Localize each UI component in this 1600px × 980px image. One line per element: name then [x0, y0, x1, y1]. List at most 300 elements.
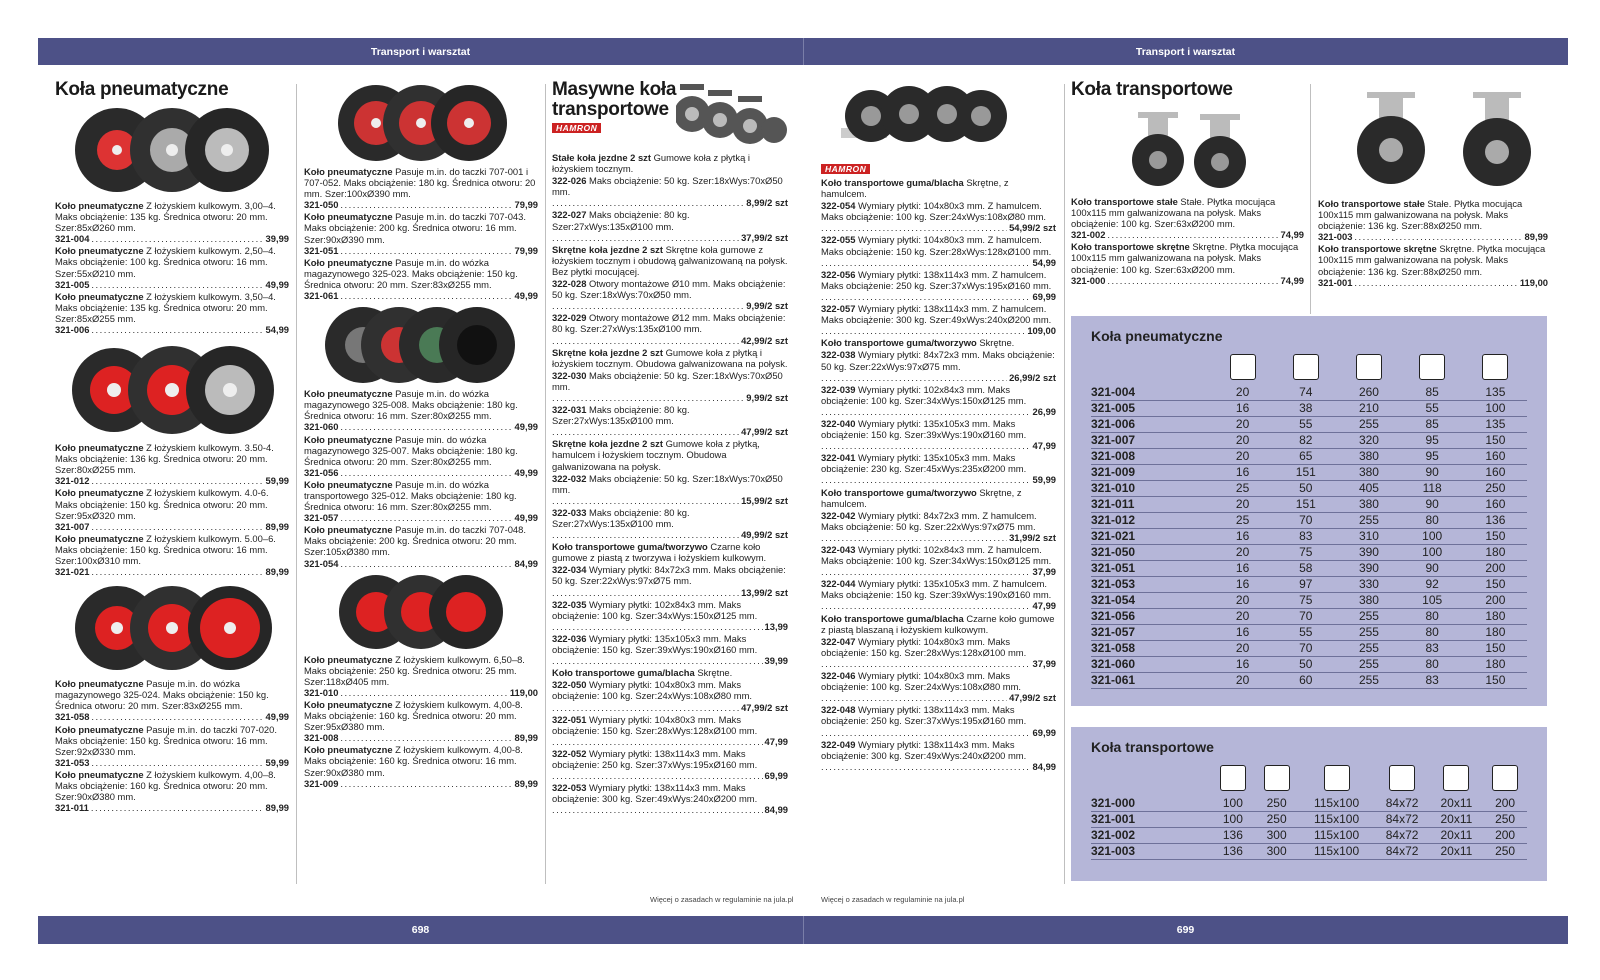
price: 9,99/2 szt	[746, 300, 788, 312]
product-description: Z łożyskiem kulkowym. 4,00–8. Maks obciążenie: 160 kg. Średnica otworu: 20 mm. Szer:90xØ380 mm.	[55, 768, 276, 803]
article-number: 322-044	[821, 578, 856, 590]
price: 49,99	[514, 466, 538, 478]
variant-description: Maks obciążenie: 80 kg. Szer:27xWys:135xØ100 mm.	[552, 209, 690, 232]
article-number: 322-043	[821, 544, 856, 556]
table-cell: 90	[1401, 497, 1464, 513]
price-line	[304, 778, 538, 789]
article-number: 321-005	[55, 278, 90, 290]
table-cell: 20x11	[1430, 844, 1484, 860]
page-number-right: 699	[1176, 924, 1195, 936]
table-cell: 70	[1274, 513, 1337, 529]
price-line	[821, 761, 1056, 772]
table-cell: 180	[1464, 609, 1527, 625]
product-description: Z łożyskiem kulkowym. 4.0-6. Maks obciążenie: 150 kg. Średnica otworu: 20 mm. Szer:95xØ320 mm.	[55, 487, 269, 521]
table-row	[1091, 577, 1527, 593]
product-item	[304, 434, 538, 478]
variant-item	[552, 473, 788, 506]
table-row	[1091, 497, 1527, 513]
price-line	[821, 600, 1056, 611]
variant-desc	[552, 507, 788, 529]
row-code-cell: 321-009	[1091, 465, 1211, 481]
table-cell: 20x11	[1430, 828, 1484, 844]
table-cell: 160	[1464, 497, 1527, 513]
variant-description: Wymiary płytki: 84x72x3 mm. Z hamulcem. Maks obciążenie: 50 kg. Szer:22xWys:97xØ75 mm.	[821, 509, 1037, 532]
product-name: Koło pneumatyczne	[304, 166, 393, 177]
leader-dots	[821, 566, 1031, 577]
section-title-line1: Masywne koła	[552, 79, 677, 100]
spec-table-pneumatic	[1071, 316, 1547, 706]
group-description: Czarne koło gumowe z piastą z tworzywa i łożyskiem kulkowym.	[552, 541, 767, 564]
price: 37,99	[1032, 566, 1056, 578]
price-line	[821, 222, 1056, 233]
table-cell: 20	[1211, 673, 1274, 689]
variant-desc	[552, 748, 788, 770]
hole-size-icon	[1443, 765, 1469, 791]
variant-description: Maks obciążenie: 50 kg. Szer:18xWys:70xØ50 mm.	[552, 175, 783, 198]
variant-description: Wymiary płytki: 135x105x3 mm. Z hamulcem. Maks obciążenie: 150 kg. Szer:39xWys:190xØ160 mm.	[821, 578, 1052, 601]
product-list	[552, 152, 788, 815]
article-number: 322-046	[821, 670, 856, 682]
article-number: 322-055	[821, 234, 856, 246]
table-cell: 80	[1401, 657, 1464, 673]
product-name: Koło pneumatyczne	[55, 768, 144, 780]
product-desc	[304, 388, 538, 421]
table-cell: 210	[1337, 401, 1400, 417]
product-description: Pasuje m.in. do wózka transportowego 325-012. Maks obciążenie: 180 kg. Średnica otworu: 16 mm. Szer:80xØ255 mm.	[304, 478, 517, 513]
variant-desc	[821, 418, 1056, 440]
product-desc	[304, 434, 538, 467]
product-description: Pasuje m.in. do wózka magazynowego 325-023. Maks obciążenie: 150 kg. Średnica otworu: 20 mm. Szer:83xØ255 mm.	[304, 256, 518, 290]
price: 84,99	[514, 557, 538, 569]
product-item	[55, 724, 289, 768]
table-cell: 100	[1401, 545, 1464, 561]
spec-table-transport	[1071, 727, 1547, 881]
leader-dots	[552, 495, 739, 506]
table-cell: 97	[1274, 577, 1337, 593]
product-desc	[1318, 243, 1548, 276]
price: 69,99	[1032, 726, 1056, 738]
price-line	[552, 804, 788, 815]
leader-dots	[1107, 229, 1278, 240]
product-list	[1071, 196, 1304, 286]
group-name: Koło transportowe guma/blacha	[552, 667, 695, 679]
header-cell	[1375, 764, 1430, 796]
header-cell	[1464, 353, 1527, 385]
variant-item	[552, 312, 788, 345]
variant-item	[552, 370, 788, 403]
table-cell: 320	[1337, 433, 1400, 449]
price-line	[552, 392, 788, 403]
leader-dots	[821, 474, 1031, 485]
variant-description: Otwory montażowe Ø10 mm. Maks obciążenie: 50 kg. Szer:18xWys:70xØ50 mm.	[552, 278, 786, 301]
table-cell: 160	[1464, 465, 1527, 481]
product-description: Skrętne. Płytka mocująca 100x115 mm galwanizowana na połysk. Maks obciążenie: 136 kg. Szer:88xØ250 mm.	[1318, 243, 1546, 277]
table-cell: 150	[1464, 673, 1527, 689]
variant-item	[821, 670, 1056, 703]
leader-dots	[552, 770, 763, 781]
variant-description: Wymiary płytki: 138x114x3 mm. Z hamulcem. Maks obciążenie: 250 kg. Szer:37xWys:195xØ160 mm.	[821, 268, 1052, 291]
variant-description: Wymiary płytki: 104x80x3 mm. Z hamulcem. Maks obciążenie: 150 kg. Szer:28xWys:128xØ100 mm.	[821, 234, 1052, 257]
table-cell: 16	[1211, 465, 1274, 481]
product-description: Z łożyskiem kulkowym. 5.00–6. Maks obciążenie: 150 kg. Średnica otworu: 16 mm. Szer:100xØ310 mm.	[55, 532, 276, 566]
group-name: Skrętne koła jezdne 2 szt	[552, 346, 663, 358]
table-cell: 38	[1274, 401, 1337, 417]
product-item	[304, 257, 538, 301]
article-number: 322-028	[552, 278, 587, 290]
price-line	[55, 802, 289, 813]
product-item	[55, 291, 289, 335]
article-number: 321-053	[55, 756, 90, 768]
article-number: 321-054	[304, 557, 339, 569]
column-divider	[545, 84, 546, 884]
product-item	[304, 524, 538, 568]
variant-item	[552, 209, 788, 242]
table-cell: 65	[1274, 449, 1337, 465]
price: 69,99	[1032, 290, 1056, 302]
price-line	[552, 736, 788, 747]
table-row	[1091, 641, 1527, 657]
price-line	[1071, 229, 1304, 240]
price-line	[821, 474, 1056, 485]
product-item	[55, 487, 289, 531]
leader-dots	[552, 587, 739, 598]
product-name: Koło transportowe stałe	[1071, 195, 1178, 207]
price-line	[55, 711, 289, 722]
product-desc	[304, 166, 538, 199]
variant-desc	[821, 269, 1056, 291]
spec-table	[1091, 764, 1527, 861]
row-code-cell: 321-057	[1091, 625, 1211, 641]
group-heading	[552, 438, 788, 471]
table-cell: 55	[1274, 417, 1337, 433]
leader-dots	[552, 392, 744, 403]
table-cell: 255	[1337, 641, 1400, 657]
price-line	[304, 512, 538, 523]
leader-dots	[821, 291, 1031, 302]
table-row	[1091, 673, 1527, 689]
section-header-right: Transport i warsztat	[1135, 46, 1236, 58]
article-number: 322-035	[552, 598, 587, 610]
price-line	[552, 655, 788, 666]
table-header-row	[1091, 353, 1527, 385]
article-number: 321-000	[1071, 274, 1106, 286]
table-cell: 160	[1464, 449, 1527, 465]
row-code-cell: 321-050	[1091, 545, 1211, 561]
variant-desc	[821, 739, 1056, 761]
table-cell: 70	[1274, 609, 1337, 625]
product-desc	[55, 724, 289, 757]
table-cell: 118	[1401, 481, 1464, 497]
product-desc	[55, 245, 289, 278]
wheel-diameter-icon	[1356, 354, 1382, 380]
variant-item	[552, 599, 788, 632]
variant-desc	[821, 636, 1056, 658]
table-cell: 200	[1464, 561, 1527, 577]
group-heading	[821, 177, 1056, 199]
top-header-bar	[38, 38, 1568, 65]
table-row	[1091, 545, 1527, 561]
table-cell: 300	[1255, 828, 1299, 844]
price: 54,99	[1032, 256, 1056, 268]
leader-dots	[552, 736, 763, 747]
table-cell: 55	[1401, 401, 1464, 417]
table-cell: 105	[1401, 593, 1464, 609]
price: 54,99	[265, 323, 289, 335]
price: 89,99	[265, 520, 289, 532]
table-cell: 180	[1464, 625, 1527, 641]
table-row	[1091, 828, 1527, 844]
variant-description: Wymiary płytki: 135x105x3 mm. Maks obciążenie: 150 kg. Szer:39xWys:190xØ160 mm.	[552, 632, 758, 656]
row-code-cell: 321-001	[1091, 812, 1211, 828]
price: 47,99	[764, 735, 788, 747]
row-code-cell: 321-008	[1091, 449, 1211, 465]
table-cell: 82	[1274, 433, 1337, 449]
product-description: Z łożyskiem kulkowym. 3,00–4. Maks obciążenie: 135 kg. Średnica otworu: 20 mm. Szer:85xØ260 mm.	[55, 199, 276, 234]
table-cell: 70	[1274, 641, 1337, 657]
row-code-cell: 321-056	[1091, 609, 1211, 625]
price: 59,99	[1032, 474, 1056, 486]
column-divider	[296, 84, 297, 884]
group-name: Stałe koła jezdne 2 szt	[552, 152, 651, 163]
hole-spacing-icon	[1389, 765, 1415, 791]
price-line	[304, 467, 538, 478]
table-cell: 405	[1337, 481, 1400, 497]
product-description: Z łożyskiem kulkowym. 3.50-4. Maks obciążenie: 136 kg. Średnica otworu: 20 mm. Szer:80xØ255 mm.	[55, 442, 274, 476]
product-description: Pasuje m.in. do taczki 707-020. Maks obciążenie: 150 kg. Średnica otworu: 16 mm. Szer:92xØ330 mm.	[55, 723, 277, 757]
table-cell: 180	[1464, 545, 1527, 561]
variant-item	[552, 633, 788, 666]
product-item	[304, 479, 538, 523]
table-cell: 255	[1337, 417, 1400, 433]
wheel-image	[304, 80, 538, 166]
price-line	[821, 727, 1056, 738]
product-description: Z łożyskiem kulkowym. 2,50–4. Maks obciążenie: 100 kg. Średnica otworu: 16 mm. Szer:55xØ210 mm.	[55, 245, 276, 279]
price: 89,99	[1524, 231, 1548, 243]
variant-desc	[552, 312, 788, 334]
table-cell: 75	[1274, 545, 1337, 561]
group-description: Gumowe koła z płytką i łożyskiem tocznym. Obudowa galwanizowana na połysk.	[552, 346, 788, 369]
article-number: 322-033	[552, 506, 587, 518]
variant-item	[821, 418, 1056, 451]
product-name: Koło transportowe skrętne	[1318, 243, 1437, 255]
price-line	[304, 245, 538, 256]
product-name: Koło pneumatyczne	[55, 245, 144, 257]
product-desc	[55, 769, 289, 802]
variant-description: Wymiary płytki: 102x84x3 mm. Maks obciążenie: 100 kg. Szer:34xWys:150xØ125 mm.	[552, 598, 758, 621]
price: 26,99/2 szt	[1009, 371, 1056, 383]
variant-item	[552, 714, 788, 747]
leader-dots	[340, 558, 512, 569]
price: 47,99/2 szt	[1009, 692, 1056, 704]
table-cell: 100	[1464, 401, 1527, 417]
article-number: 322-052	[552, 747, 587, 759]
price: 89,99	[265, 802, 289, 814]
leader-dots	[821, 727, 1031, 738]
table-cell: 20	[1211, 497, 1274, 513]
variant-desc	[821, 303, 1056, 325]
leader-dots	[821, 222, 1007, 233]
article-number: 322-056	[821, 268, 856, 280]
price-line	[55, 757, 289, 768]
row-code-cell: 321-003	[1091, 844, 1211, 860]
article-number: 321-004	[55, 233, 90, 245]
table-cell: 151	[1274, 497, 1337, 513]
table-cell: 74	[1274, 385, 1337, 401]
table-cell: 151	[1274, 465, 1337, 481]
price-line	[821, 532, 1056, 543]
leader-dots	[340, 199, 512, 210]
product-item	[304, 166, 538, 210]
price-line	[821, 566, 1056, 577]
variant-item	[821, 544, 1056, 577]
product-desc	[55, 291, 289, 324]
variant-item	[552, 507, 788, 540]
blank-header-cell	[1091, 764, 1211, 796]
table-cell: 20	[1211, 433, 1274, 449]
variant-item	[821, 636, 1056, 669]
table-cell: 80	[1401, 625, 1464, 641]
table-cell: 115x100	[1299, 812, 1375, 828]
variant-description: Wymiary płytki: 102x84x3 mm. Maks obciążenie: 100 kg. Szer:34xWys:150xØ125 mm.	[821, 383, 1027, 406]
price: 74,99	[1280, 229, 1304, 241]
price-line	[304, 199, 538, 210]
leader-dots	[821, 692, 1007, 703]
wheel-image	[55, 337, 289, 442]
leader-dots	[1354, 231, 1522, 242]
price: 109,00	[1027, 325, 1056, 337]
table-cell: 250	[1255, 812, 1299, 828]
variant-description: Maks obciążenie: 50 kg. Szer:18xWys:70xØ50 mm.	[552, 369, 783, 392]
price-line	[821, 440, 1056, 451]
article-number: 322-041	[821, 452, 856, 464]
product-item	[1071, 196, 1304, 240]
article-number: 322-057	[821, 303, 856, 315]
table-cell: 85	[1401, 385, 1464, 401]
variant-description: Wymiary płytki: 84x72x3 mm. Maks obciążenie: 50 kg. Szer:22xWys:97xØ75 mm.	[821, 349, 1055, 372]
price-line	[55, 521, 289, 532]
article-number: 321-057	[304, 512, 339, 524]
product-list	[1318, 198, 1548, 288]
article-number: 321-058	[55, 711, 90, 723]
plate-size-icon	[1324, 765, 1350, 791]
price: 74,99	[1280, 274, 1304, 286]
table-cell: 250	[1483, 844, 1527, 860]
price-line	[304, 558, 538, 569]
table-cell: 150	[1464, 529, 1527, 545]
table-cell: 83	[1274, 529, 1337, 545]
leader-dots	[340, 467, 512, 478]
variant-desc	[552, 473, 788, 495]
price: 42,99/2 szt	[741, 334, 788, 346]
price-line	[552, 335, 788, 346]
group-name: Koło transportowe guma/tworzywo	[821, 337, 977, 349]
product-desc	[55, 442, 289, 475]
product-name: Koło pneumatyczne	[55, 290, 144, 302]
variant-item	[552, 679, 788, 712]
product-list	[55, 200, 289, 335]
variant-desc	[552, 782, 788, 804]
price-line	[552, 495, 788, 506]
article-number: 322-027	[552, 209, 587, 221]
variant-desc	[552, 714, 788, 736]
group-heading	[552, 347, 788, 369]
article-number: 321-021	[55, 566, 90, 578]
table-cell: 100	[1401, 529, 1464, 545]
price-line	[821, 257, 1056, 268]
table-cell: 180	[1464, 657, 1527, 673]
price-line	[821, 406, 1056, 417]
row-code-cell: 321-012	[1091, 513, 1211, 529]
leader-dots	[1107, 275, 1278, 286]
variant-description: Wymiary płytki: 138x114x3 mm. Maks obciążenie: 250 kg. Szer:37xWys:195xØ160 mm.	[552, 747, 758, 770]
price-line	[552, 621, 788, 632]
table-cell: 390	[1337, 545, 1400, 561]
product-desc	[304, 524, 538, 557]
price-line	[55, 475, 289, 486]
article-number: 322-036	[552, 632, 587, 644]
product-name: Koło pneumatyczne	[304, 744, 393, 756]
variant-description: Wymiary płytki: 104x80x3 mm. Maks obciążenie: 150 kg. Szer:28xWys:128xØ100 mm.	[552, 713, 758, 736]
wheel-image	[304, 302, 538, 388]
product-description: Pasuje min. do wózka magazynowego 325-007. Maks obciążenie: 180 kg. Średnica otworu: 20 mm. Szer:80xØ255 mm.	[304, 433, 518, 467]
product-item	[304, 654, 538, 698]
variant-desc	[552, 633, 788, 655]
wheel-image	[55, 100, 289, 200]
article-number: 321-003	[1318, 231, 1353, 243]
product-desc	[304, 479, 538, 512]
variant-item	[821, 452, 1056, 485]
product-item	[304, 699, 538, 743]
table-cell: 60	[1274, 673, 1337, 689]
price: 59,99	[265, 756, 289, 768]
row-code-cell: 321-011	[1091, 497, 1211, 513]
group-heading	[821, 487, 1056, 509]
table-cell: 20	[1211, 417, 1274, 433]
table-cell: 84x72	[1375, 828, 1430, 844]
variant-item	[552, 404, 788, 437]
table-title: Koła transportowe	[1091, 739, 1214, 755]
max-load-icon	[1220, 765, 1246, 791]
variant-item	[821, 269, 1056, 302]
product-list	[304, 654, 538, 789]
product-item	[1318, 198, 1548, 242]
group-heading	[552, 152, 788, 174]
article-number: 322-040	[821, 417, 856, 429]
price-line	[55, 233, 289, 244]
row-code-cell: 321-004	[1091, 385, 1211, 401]
table-cell: 260	[1337, 385, 1400, 401]
variant-item	[821, 510, 1056, 543]
variant-desc	[552, 209, 788, 231]
product-description: Pasuje m.in. do taczki 707-048. Maks obciążenie: 200 kg. Średnica otworu: 20 mm. Szer:105xØ380 mm.	[304, 524, 526, 558]
table-row	[1091, 812, 1527, 828]
variant-description: Wymiary płytki: 104x80x3 mm. Z hamulcem. Maks obciążenie: 100 kg. Szer:24xWys:108xØ80 mm.	[821, 200, 1047, 223]
article-number: 322-030	[552, 369, 587, 381]
table-row	[1091, 657, 1527, 673]
header-cell	[1211, 353, 1274, 385]
price: 13,99	[764, 620, 788, 632]
group-description: Gumowe koła z płytką i łożyskiem tocznym.	[552, 152, 750, 175]
price-line	[821, 372, 1056, 383]
group-name: Skrętne koła jezdne 2 szt	[552, 243, 663, 255]
price: 39,99	[265, 233, 289, 245]
article-number: 322-034	[552, 564, 587, 576]
table-cell: 255	[1337, 673, 1400, 689]
table-cell: 25	[1211, 481, 1274, 497]
variant-desc	[552, 564, 788, 586]
row-code-cell: 321-058	[1091, 641, 1211, 657]
variant-desc	[552, 404, 788, 426]
